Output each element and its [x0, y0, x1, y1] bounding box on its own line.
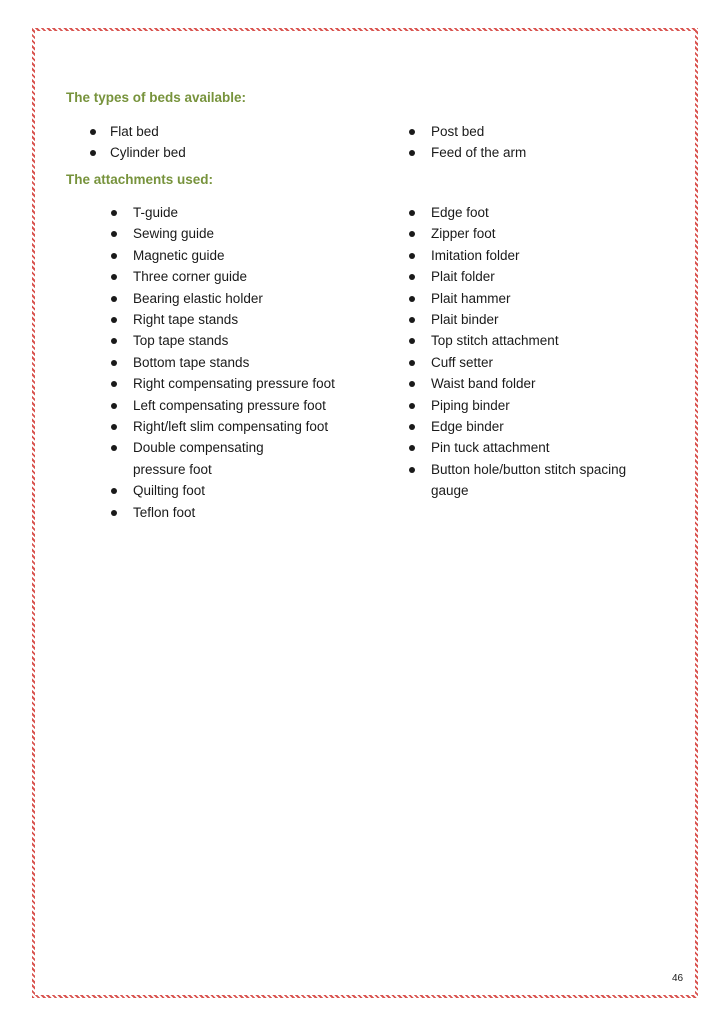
list-item: Plait binder	[431, 309, 666, 330]
list-item: Magnetic guide	[133, 245, 373, 266]
list-item: Feed of the arm	[431, 142, 681, 163]
list-item: Top tape stands	[133, 330, 373, 351]
beds-heading: The types of beds available:	[66, 90, 247, 105]
page-number: 46	[672, 973, 684, 984]
list-item: Cuff setter	[431, 352, 666, 373]
attachments-heading: The attachments used:	[66, 172, 214, 187]
list-item: Left compensating pressure foot	[133, 395, 373, 416]
beds-list-right	[431, 121, 681, 164]
list-item: Teflon foot	[133, 502, 373, 523]
list-item: Cylinder bed	[110, 142, 360, 163]
list-item: Post bed	[431, 121, 681, 142]
list-item: Bottom tape stands	[133, 352, 373, 373]
list-item: Plait hammer	[431, 288, 666, 309]
list-item: Double compensating pressure foot	[133, 437, 318, 480]
list-item: Pin tuck attachment	[431, 437, 666, 458]
list-item: Waist band folder	[431, 373, 666, 394]
list-item: T-guide	[133, 202, 373, 223]
list-item: Quilting foot	[133, 480, 373, 501]
list-item: Sewing guide	[133, 223, 373, 244]
attachments-list-right	[431, 202, 666, 502]
attachments-list-left	[133, 202, 373, 523]
beds-list-left	[110, 121, 360, 164]
list-item: Zipper foot	[431, 223, 666, 244]
list-item: Edge foot	[431, 202, 666, 223]
list-item: Right compensating pressure foot	[133, 373, 373, 394]
list-item: Button hole/button stitch spacing gauge	[431, 459, 646, 502]
list-item: Edge binder	[431, 416, 666, 437]
list-item: Three corner guide	[133, 266, 373, 287]
list-item: Right tape stands	[133, 309, 373, 330]
list-item: Top stitch attachment	[431, 330, 666, 351]
list-item: Piping binder	[431, 395, 666, 416]
list-item: Imitation folder	[431, 245, 666, 266]
list-item: Right/left slim compensating foot	[133, 416, 373, 437]
list-item: Plait folder	[431, 266, 666, 287]
list-item: Flat bed	[110, 121, 360, 142]
list-item: Bearing elastic holder	[133, 288, 373, 309]
